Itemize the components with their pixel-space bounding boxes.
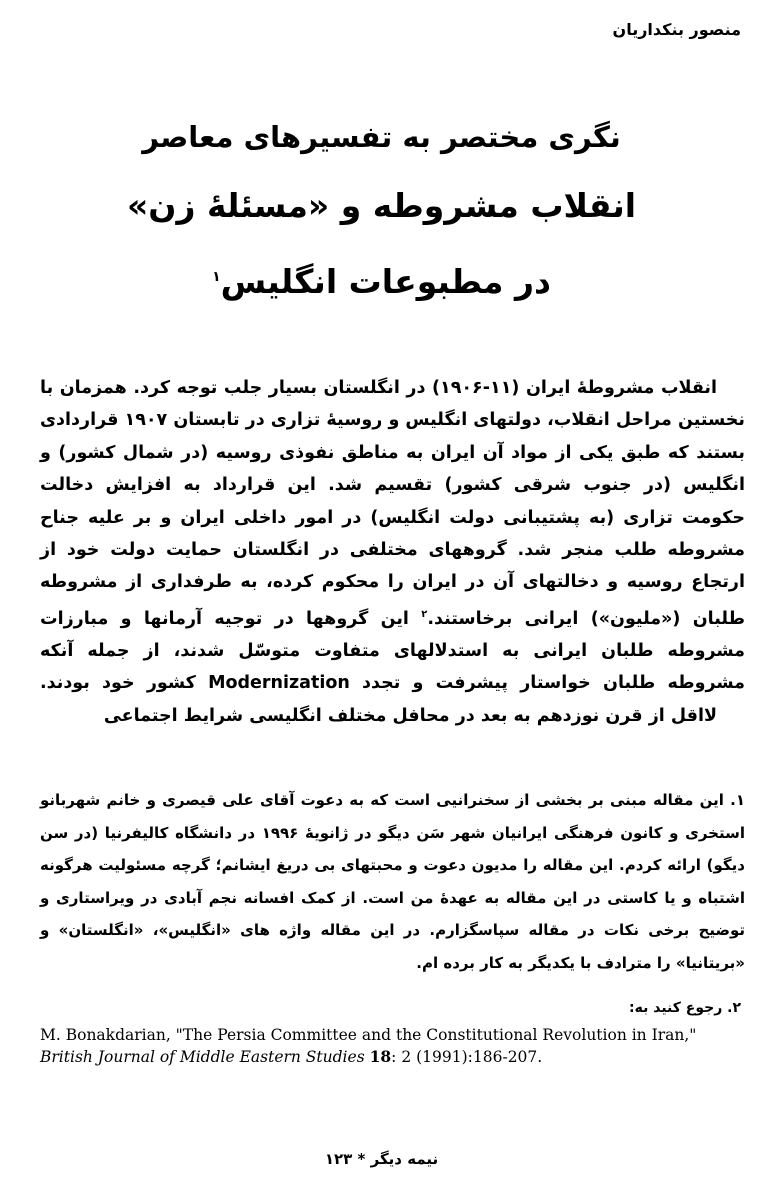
article-body <box>40 372 745 732</box>
title-footnote-marker: ۱ <box>212 269 221 285</box>
article-title <box>0 105 763 316</box>
footnote-2-heading: ۲. رجوع کنید به: <box>629 1000 741 1016</box>
reference-volume: 18 <box>369 1047 392 1066</box>
title-line-2: انقلاب مشروطه و «مسئلهٔ زن» <box>126 186 637 225</box>
footnote-ref-2: ۲ <box>421 608 428 620</box>
title-line-1: نگری مختصر به تفسیرهای معاصر <box>142 120 621 154</box>
body-paragraph-2: لااقل از قرن نوزدهم به بعد در محافل مختلف انگلیسی شرایط اجتماعی <box>103 705 717 726</box>
paragraph-1-continuation: این گروهها در توجیه آرمانها و مبارزات مشروطه طلبان ایرانی به استدلالهای متفاوت متوسّل شدند، از جمله آنکه مشروطه طلبان خواستار پیشرفت و تجدد Modernization کشور خود بودند. <box>40 608 745 694</box>
title-line-3 <box>0 243 763 316</box>
footnote-1 <box>40 784 745 979</box>
title-line-3-text: در مطبوعات انگلیس <box>220 262 551 301</box>
running-header-author: منصور بنکداریان <box>612 20 741 39</box>
body-paragraph-1 <box>40 372 745 700</box>
reference-journal: British Journal of Middle Eastern Studies <box>40 1048 365 1066</box>
page-footer: نیمه دیگر * ۱۲۳ <box>324 1150 439 1168</box>
reference-author-title: M. Bonakdarian, "The Persia Committee and the Constitutional Revolution in Iran," <box>40 1026 697 1044</box>
footnote-1-text: ۱. این مقاله مبنی بر بخشی از سخنرانیی است که به دعوت آقای علی قیصری و خانم شهربانو استخری و کانون فرهنگی ایرانیان شهر سَن دیگو در ژانویهٔ ۱۹۹۶ در دانشگاه کالیفرنیا (در سن دیگو) ارائه کردم. این مقاله را مدیون دعوت و محبتهای بی دریغ ایشانم؛ گرچه مسئولیت هرگونه اشتباه و یا کاستی در این مقاله به عهدهٔ من است. از کمک افسانه نجم آبادی در ویراستاری و توضیح برخی نکات در مقاله سپاسگزارم. در این مقاله واژه های «انگلیس»، «انگلستان» و «بریتانیا» را مترادف با یکدیگر به کار برده ام. <box>40 791 745 972</box>
footnote-2-reference <box>40 1024 740 1068</box>
paragraph-1-text: انقلاب مشروطهٔ ایران (۱۱-۱۹۰۶) در انگلستان بسیار جلب توجه کرد. همزمان با نخستین مراحل انقلاب، دولتهای انگلیس و روسیهٔ تزاری در تابستان ۱۹۰۷ قراردادی بستند که طبق یکی از مواد آن ایران به مناطق نفوذی روسیه (در شمال کشور) و انگلیس (در جنوب شرقی کشور) تقسیم شد. این قرارداد به افزایش دخالت حکومت تزاری (به پشتیبانی دولت انگلیس) در امور داخلی ایران و بر علیه جناح مشروطه طلب منجر شد. گروههای مختلفی در انگلستان حمایت دولت خود از ارتجاع روسیه و دخالتهای آن در ایران را محکوم کرده، به طرفداری از مشروطه طلبان («ملیون») ایرانی برخاستند. <box>40 378 745 629</box>
reference-issue-pages: : 2 (1991):186-207. <box>391 1048 543 1066</box>
